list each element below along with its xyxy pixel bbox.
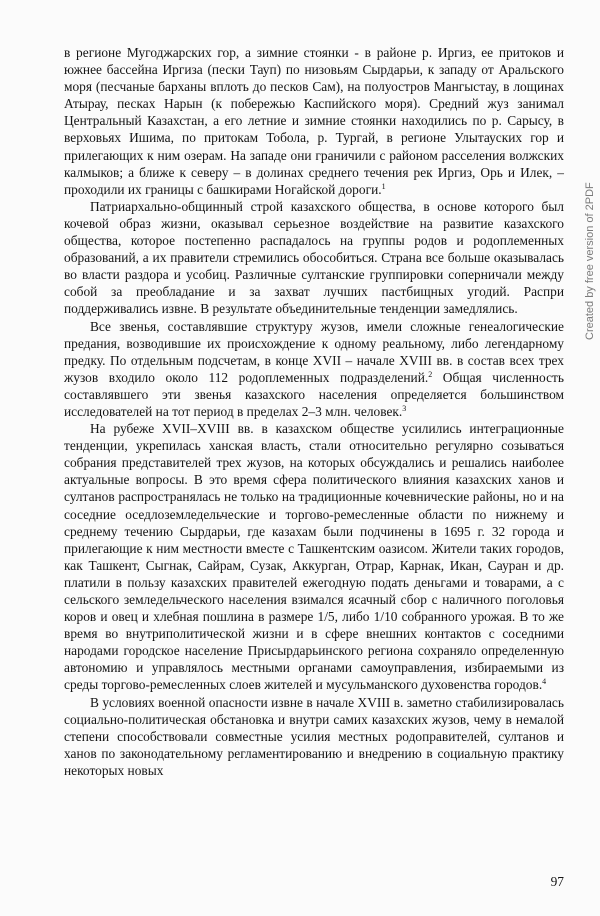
paragraph-4-text: На рубеже XVII–XVIII вв. в казахском обществе усилились интеграционные тенденции, укрепилась ханская власть, стали относительно регулярно созываться собрания представителей трех жузов, на которых обсуждались и решались наиболее актуальные вопросы. В это время сфера политического влияния казахских ханов и султанов распространялась не только на традиционные кочевнические районы, но и на соседние оседлоземледельческие и торгово-ремесленные области по нижнему и среднему течению Сырдарьи, где казахам были подчинены в 1695 г. 32 города и прилегающие к ним местности вместе с Ташкентским оазисом. Жители таких городов, как Ташкент, Сыгнак, Сайрам, Сузак, Аккурган, Отрар, Карнак, Икан, Сауран и др. платили в пользу казахских правителей ежегодную подать деньгами и товарами, а с сельского земледельческого населения взимался ясачный сбор с наличного поголовья коров и овец и хлебная пошлина в размере 1/5, либо 1/10 собранного урожая. В то же время во внутриполитической жизни и в сфере внешних контактов с соседними народами городское население Присырдарьинского региона сохраняло определенную автономию и управлялось местными органами самоуправления, избираемыми из среды торгово-ремесленных слоев жителей и мусульманского духовенства городов.	[64, 421, 564, 693]
paragraph-3-text-cont: Общая численность составлявшего эти звенья казахского населения определяется большинством исследователей на тот период в пределах 2–3 млн. человек.	[64, 369, 564, 419]
paragraph-3	[64, 318, 564, 421]
paragraph-3-text: Все звенья, составлявшие структуру жузов, имели сложные генеалогические предания, возводившие их происхождение к одному реальному, либо легендарному предку. По отдельным подсчетам, в конце XVII – начале XVIII вв. в состав всех трех жузов входило около 112 родоплеменных подразделений.	[64, 318, 564, 385]
page-number: 97	[550, 874, 564, 889]
paragraph-5-text: В условиях военной опасности извне в начале XVIII в. заметно стабилизировалась социально-политическая обстановка и внутри самих казахских жузов, чему в немалой степени способствовали совместные усилия местных родоправителей, султанов и ханов по законодательному регламентированию и внедрению в социальную практику некоторых новых	[64, 694, 564, 778]
page-body	[64, 44, 564, 779]
footnote-ref-3: 3	[402, 403, 407, 413]
paragraph-4	[64, 420, 564, 694]
footnote-ref-2: 2	[428, 369, 433, 379]
footnote-ref-1: 1	[381, 181, 386, 191]
paragraph-1-text: в регионе Мугоджарских гор, а зимние стоянки - в районе р. Иргиз, ее притоков и южнее бассейна Иргиза (пески Тауп) по низовьям Сырдарьи, к западу от Аральского моря (песчаные барханы вплоть до песков Сам), на полуостров Мангыстау, в лощинах Атырау, песках Нарын (к побережью Каспийского моря). Средний жуз занимал Центральный Казахстан, а его летние и зимние стоянки находились по р. Сарысу, в верховьях Ишима, по притокам Тобола, р. Тургай, в регионе Улытауских гор и прилегающих к ним озерам. На западе они граничили с районом расселения волжских калмыков; а ближе к северу – в долинах среднего течения рек Иргиз, Орь и Илек, – проходили их границы с башкирами Ногайской дороги.	[64, 45, 564, 197]
paragraph-2-text: Патриархально-общинный строй казахского общества, в основе которого был кочевой образ жизни, оказывал серьезное воздействие на развитие казахского общества, которое постепенно распадалось на группы родов и родоплеменных образований, а их правители стремились обособиться. Страна все больше оказывалась во власти раздора и усобиц. Различные султанские группировки соперничали между собой за преобладание и за захват лучших пастбищных угодий. Распри поддерживались извне. В результате объединительные тенденции замедлялись.	[64, 198, 564, 317]
paragraph-2	[64, 198, 564, 318]
footnote-ref-4: 4	[542, 677, 547, 687]
paragraph-1	[64, 44, 564, 198]
paragraph-5	[64, 694, 564, 779]
watermark-text: Created by free version of 2PDF	[584, 182, 596, 340]
